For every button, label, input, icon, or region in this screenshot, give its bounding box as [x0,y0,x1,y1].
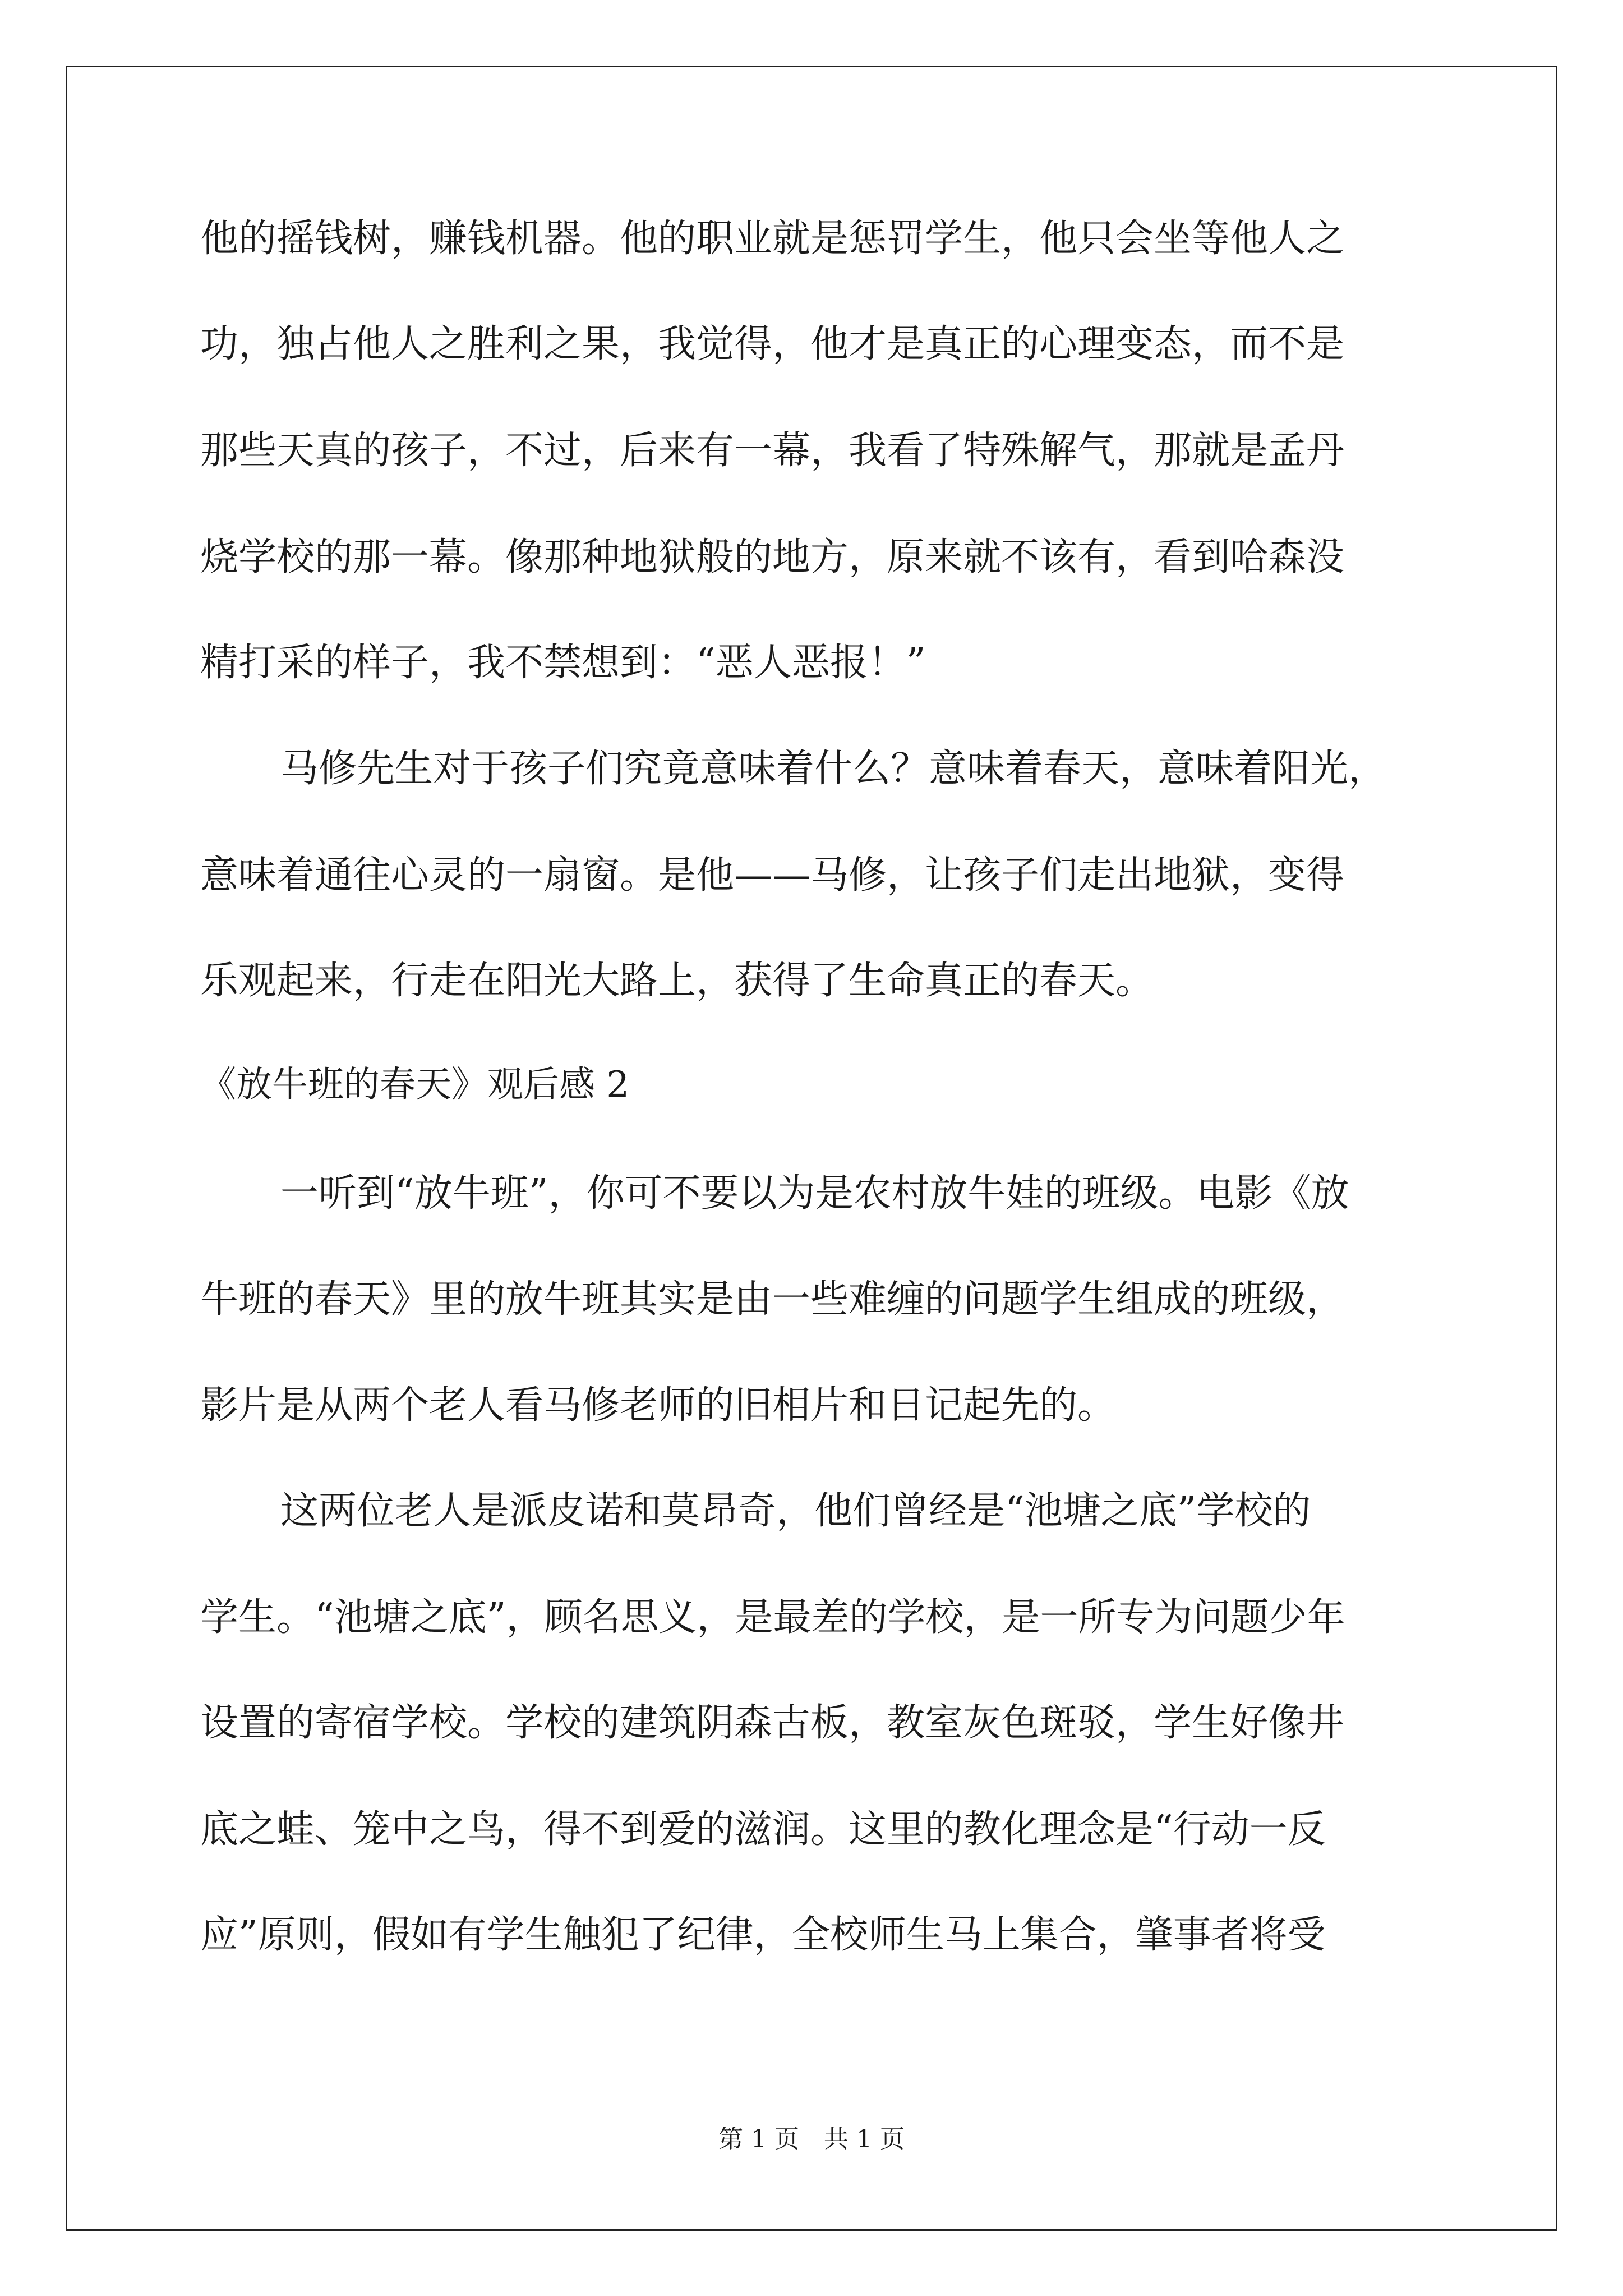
text-line: 学生。“池塘之底”，顾名思义，是最差的学校，是一所专为问题少年 [200,1595,1345,1640]
text-line: 这两位老人是派皮诺和莫昂奇，他们曾经是“池塘之底”学校的 [280,1489,1311,1533]
text-line: 牛班的春天》里的放牛班其实是由一些难缠的问题学生组成的班级， [200,1277,1345,1322]
text-line: 意味着通往心灵的一扇窗。是他——马修，让孩子们走出地狱，变得 [200,853,1345,898]
section-heading: 《放牛班的春天》观后感 2 [200,1064,630,1106]
text-line: 精打采的样子，我不禁想到：“恶人恶报！” [200,641,926,685]
text-line: 影片是从两个老人看马修老师的旧相片和日记起先的。 [200,1383,1116,1428]
text-line: 底之蛙、笼中之鸟，得不到爱的滋润。这里的教化理念是“行动一反 [200,1807,1326,1852]
text-line: 马修先生对于孩子们究竟意味着什么？意味着春天，意味着阳光， [280,747,1387,791]
text-line: 他的摇钱树，赚钱机器。他的职业就是惩罚学生，他只会坐等他人之 [200,217,1345,261]
page-border [66,66,1557,2231]
text-line: 乐观起来，行走在阳光大路上，获得了生命真正的春天。 [200,959,1154,1003]
text-line: 功，独占他人之胜利之果，我觉得，他才是真正的心理变态，而不是 [200,322,1345,366]
text-line: 一听到“放牛班”，你可不要以为是农村放牛娃的班级。电影《放 [280,1171,1349,1216]
text-line: 那些天真的孩子，不过，后来有一幕，我看了特殊解气，那就是孟丹 [200,429,1345,473]
text-line: 烧学校的那一幕。像那种地狱般的地方，原来就不该有，看到哈森没 [200,535,1345,579]
text-line: 设置的寄宿学校。学校的建筑阴森古板，教室灰色斑驳，学生好像井 [200,1701,1345,1745]
text-line: 应”原则，假如有学生触犯了纪律，全校师生马上集合，肇事者将受 [200,1913,1326,1957]
page-number: 第 1 页 共 1 页 [718,2125,905,2154]
